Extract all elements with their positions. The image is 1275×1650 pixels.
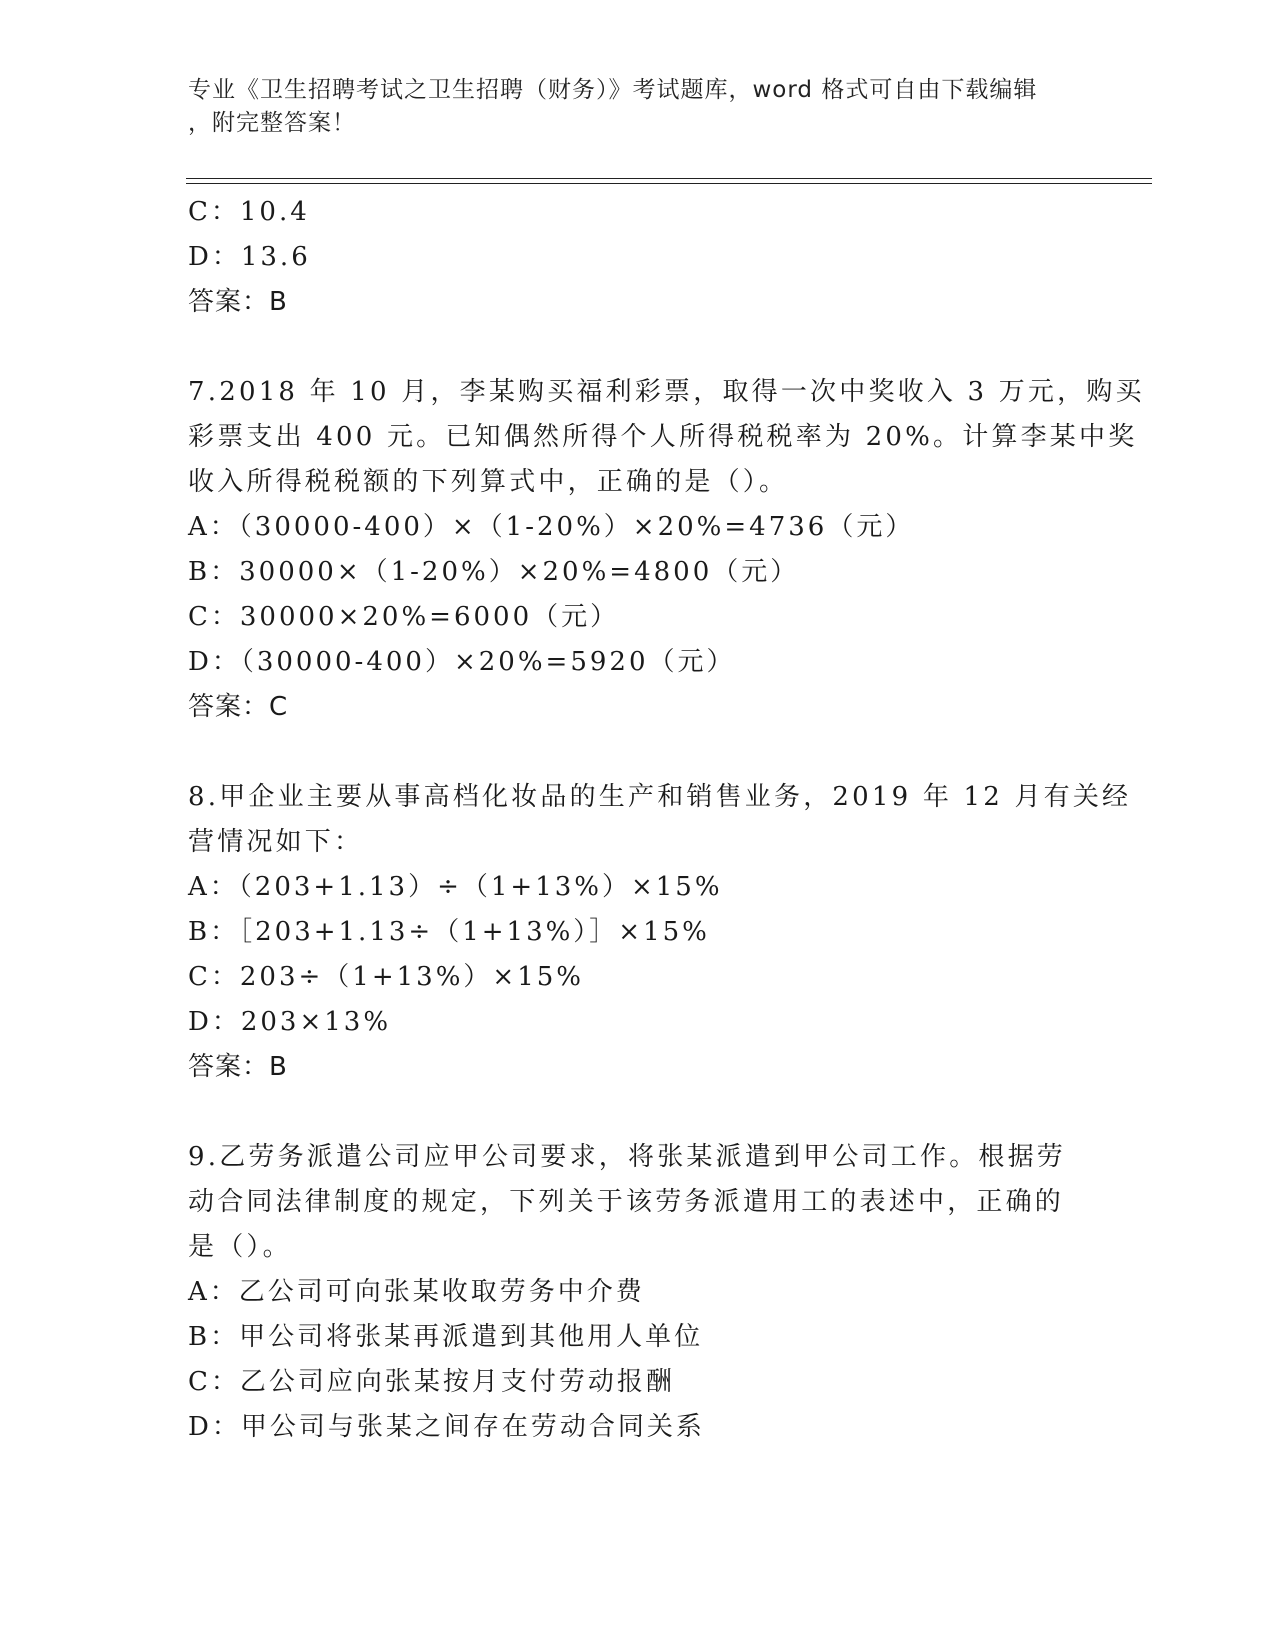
question-9 [188,1135,1088,1450]
question-stem-line: 9.乙劳务派遣公司应甲公司要求，将张某派遣到甲公司工作。根据劳 [188,1142,1067,1172]
option-a: A：乙公司可向张某收取劳务中介费 [188,1277,645,1307]
option-b: B：甲公司将张某再派遣到其他用人单位 [188,1322,704,1352]
option-b: B：［203+1.13÷（1+13%）］×15% [188,917,710,947]
header-divider-bottom [186,183,1152,184]
page-header [188,74,1068,140]
option-b: B：30000×（1-20%）×20%=4800（元） [188,557,800,587]
option-d: D：甲公司与张某之间存在劳动合同关系 [188,1412,705,1442]
option-a: A：（30000-400）×（1-20%）×20%=4736（元） [188,512,915,542]
exam-content [188,190,1145,1450]
option-d: D：13.6 [188,242,311,272]
option-c: C：10.4 [188,197,310,227]
question-stem-line: 是（）。 [188,1232,292,1262]
header-line-2: ，附完整答案！ [188,110,356,136]
option-c: C：30000×20%=6000（元） [188,602,620,632]
question-stem-line: 8.甲企业主要从事高档化妆品的生产和销售业务，2019 年 12 月有关经 [188,782,1132,812]
option-c: C：乙公司应向张某按月支付劳动报酬 [188,1367,675,1397]
option-d: D：（30000-400）×20%=5920（元） [188,647,736,677]
question-stem-line: 彩票支出 400 元。已知偶然所得个人所得税税率为 20%。计算李某中奖 [188,422,1138,452]
header-divider-top [186,178,1152,179]
option-a: A：（203+1.13）÷（1+13%）×15% [188,872,723,902]
question-7 [188,370,1145,730]
question-stem-line: 营情况如下： [188,827,364,857]
question-stem-line: 收入所得税税额的下列算式中，正确的是（）。 [188,467,789,497]
question-stem-line: 动合同法律制度的规定，下列关于该劳务派遣用工的表述中，正确的 [188,1187,1065,1217]
prev-question [188,190,1088,325]
question-8 [188,775,1132,1090]
option-c: C：203÷（1+13%）×15% [188,962,584,992]
spacer [188,1090,1088,1135]
answer-line: 答案：B [188,1052,288,1082]
answer-line: 答案：B [188,287,288,317]
question-stem-line: 7.2018 年 10 月，李某购买福利彩票，取得一次中奖收入 3 万元，购买 [188,377,1145,407]
spacer [188,730,1088,775]
answer-line: 答案：C [188,692,289,722]
option-d: D：203×13% [188,1007,392,1037]
header-line-1: 专业《卫生招聘考试之卫生招聘（财务）》考试题库，word 格式可自由下载编辑 [188,77,1038,103]
spacer [188,325,1088,370]
